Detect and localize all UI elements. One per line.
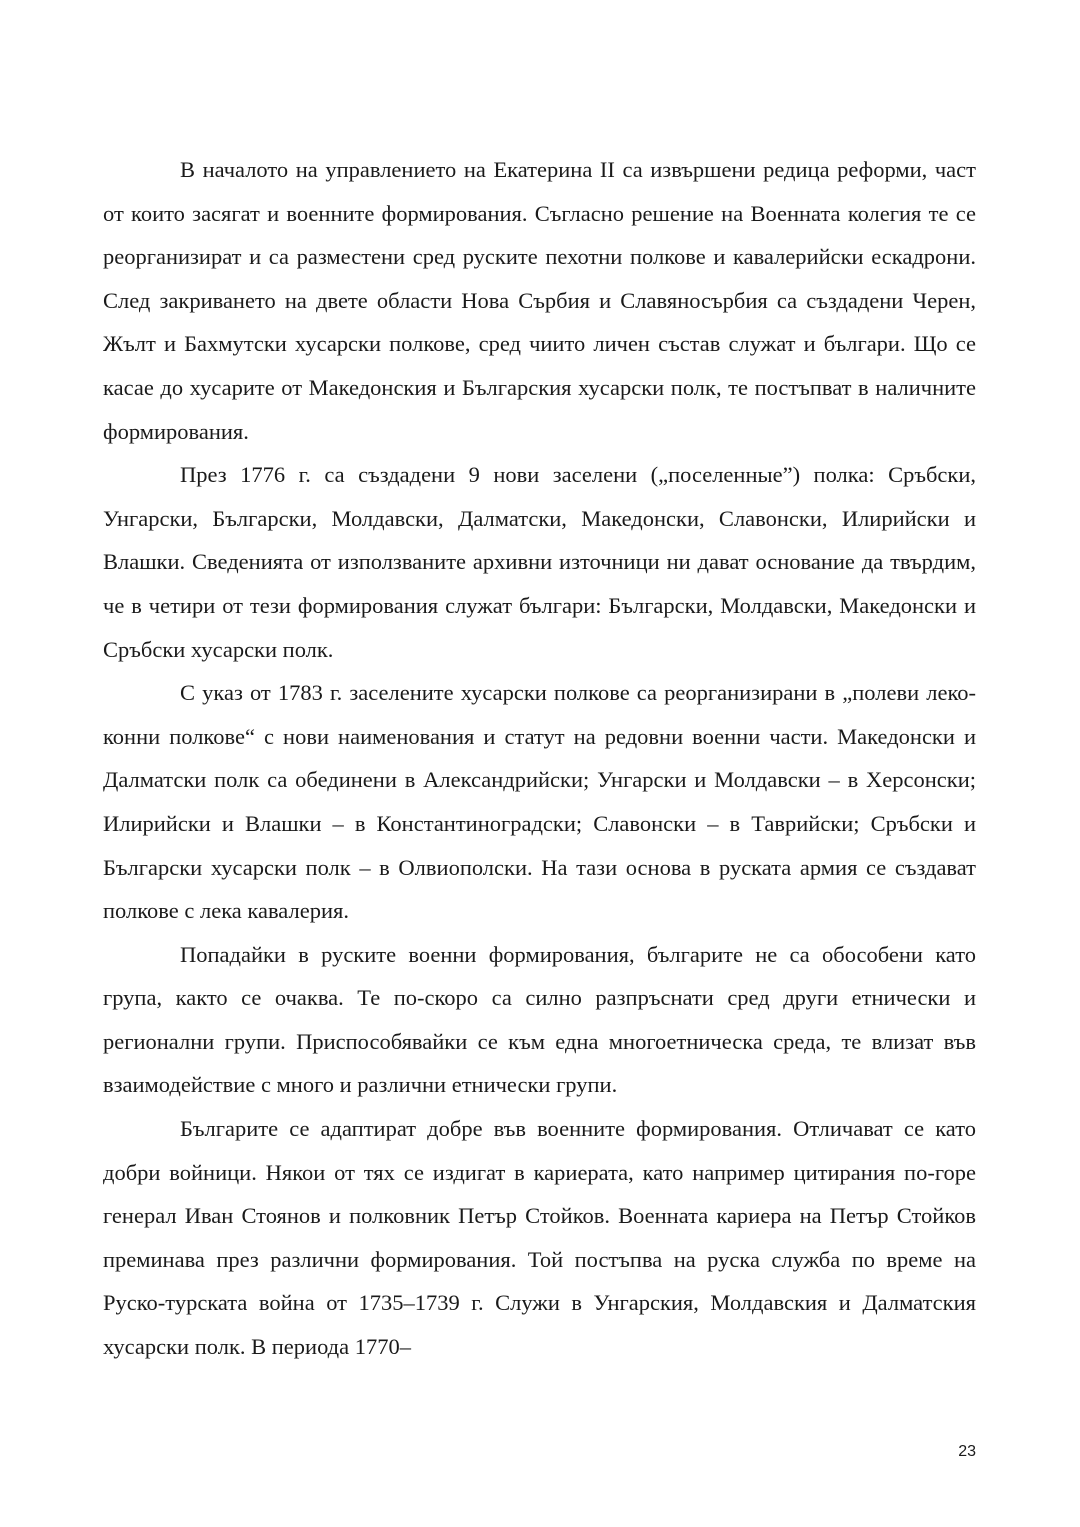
- paragraph-3: С указ от 1783 г. заселените хусарски полкове са реорганизирани в „полеви леко-конни полкове“ с нови наименования и статут на редовни военни части. Македонски и Далматски полк са обединени в Александрийски; Унгарски и Молдавски – в Херсонски; Илирийски и Влашки – в Константиноградски; Славонски – в Таврийски; Сръбски и Български хусарски полк – в Олвиополски. На тази основа в руската армия се създават полкове с лека кавалерия.: [103, 680, 976, 924]
- paragraph-1: В началото на управлението на Екатерина II са извършени редица реформи, част от които засягат и военните формирования. Съгласно решение на Военната колегия те се реорганизират и са разместени сред руските пехотни полкове и кавалерийски ескадрони. След закриването на двете области Нова Сърбия и Славяносърбия са създадени Черен, Жълт и Бахмутски хусарски полкове, сред чиито личен състав служат и българи. Що се касае до хусарите от Македонския и Българския хусарски полк, те постъпват в наличните формирования.: [103, 157, 976, 444]
- paragraph-4: Попадайки в руските военни формирования, българите не са обособени като група, както се очаква. Те по-скоро са силно разпръснати сред други етнически и регионални групи. Приспособявайки се към една многоетническа среда, те влизат във взаимодействие с много и различни етнически групи.: [103, 941, 976, 1098]
- paragraph-2: През 1776 г. са създадени 9 нови заселени („поселенные”) полка: Сръбски, Унгарски, Български, Молдавски, Далматски, Македонски, Славонски, Илирийски и Влашки. Сведенията от използваните архивни източници ни дават основание да твърдим, че в четири от тези формирования служат българи: Български, Молдавски, Македонски и Сръбски хусарски полк.: [103, 462, 976, 662]
- paragraph-5: Българите се адаптират добре във военните формирования. Отличават се като добри войници. Някои от тях се издигат в кариерата, като например цитирания по-горе генерал Иван Стоянов и полковник Петър Стойков. Военната кариера на Петър Стойков преминава през различни формирования. Той постъпва на руска служба по време на Руско-турската война от 1735–1739 г. Служи в Унгарския, Молдавския и Далматския хусарски полк. В периода 1770–: [103, 1116, 976, 1360]
- page-number: 23: [958, 1443, 976, 1460]
- body-text: [103, 148, 976, 1369]
